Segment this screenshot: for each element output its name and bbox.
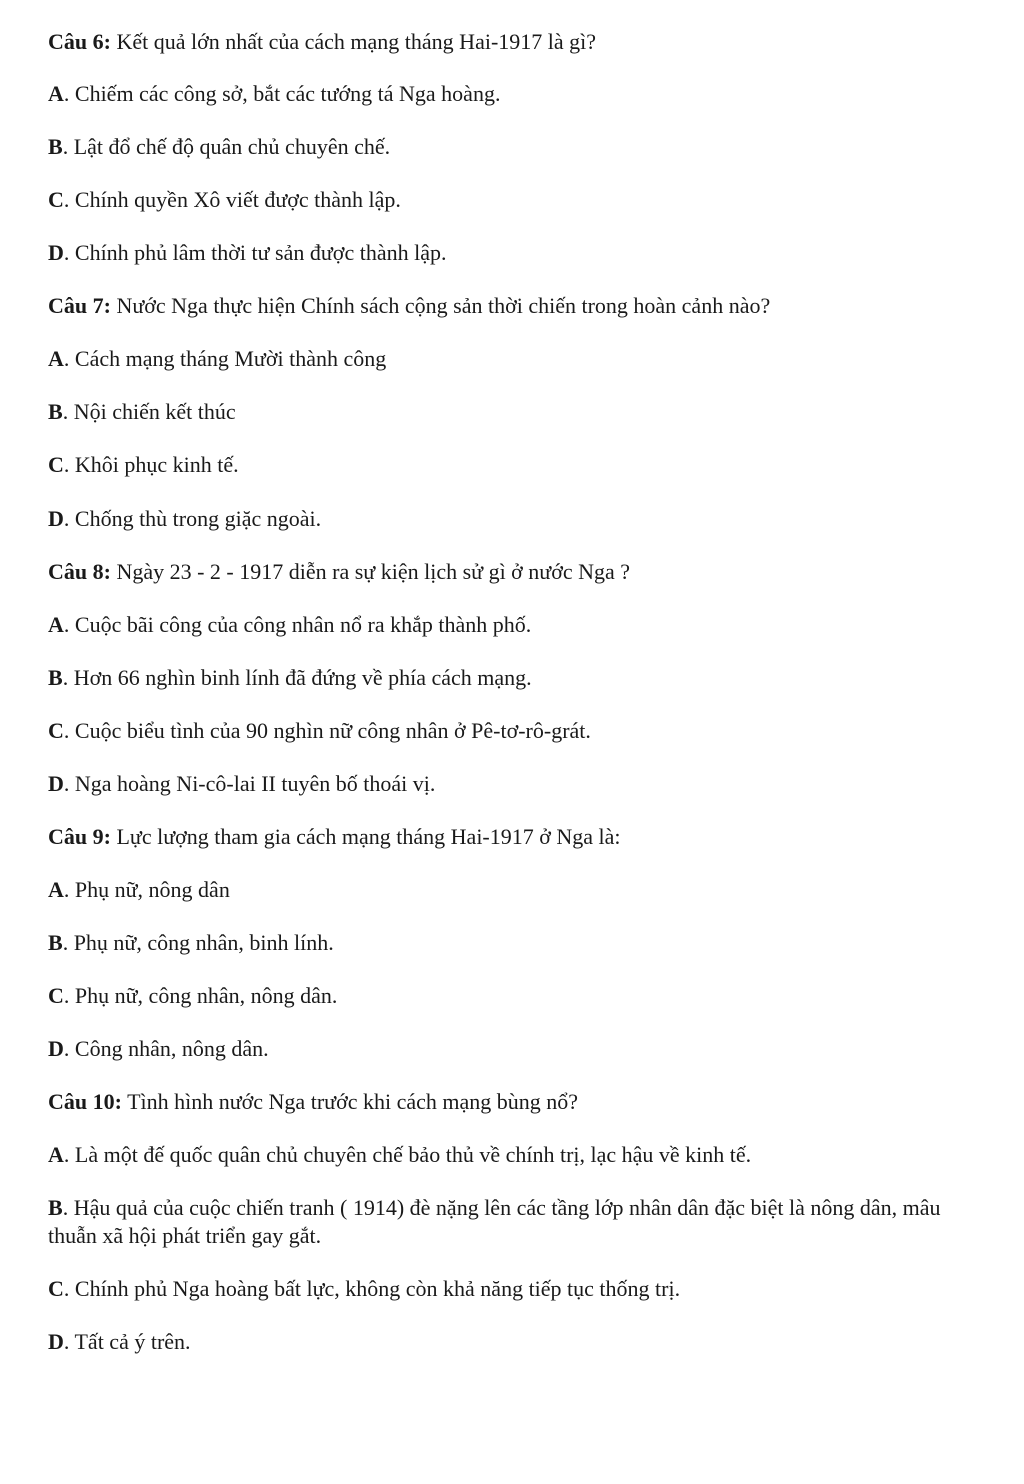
option-text: . Lật đổ chế độ quân chủ chuyên chế. xyxy=(62,134,391,159)
question-8 xyxy=(48,558,968,586)
option-text: . Hậu quả của cuộc chiến tranh ( 1914) đè nặng lên các tầng lớp nhân dân đặc biệt là nông dân, mâu thuẫn xã hội phát triển gay gắt. xyxy=(48,1195,941,1248)
option-letter: C xyxy=(48,983,64,1008)
option-text: . Phụ nữ, công nhân, nông dân. xyxy=(63,983,338,1008)
question-label: Câu 8: xyxy=(48,559,111,584)
option-letter: A xyxy=(48,1142,64,1167)
question-9-option-c xyxy=(48,982,968,1010)
question-text: Ngày 23 - 2 - 1917 diễn ra sự kiện lịch sử gì ở nước Nga ? xyxy=(116,559,631,584)
question-6-option-a xyxy=(48,80,968,108)
question-6-option-b xyxy=(48,133,968,161)
option-letter: D xyxy=(48,771,64,796)
option-text: . Nội chiến kết thúc xyxy=(62,399,236,424)
option-letter: B xyxy=(48,665,63,690)
question-7 xyxy=(48,292,968,320)
question-text: Kết quả lớn nhất của cách mạng tháng Hai-1917 là gì? xyxy=(116,29,597,54)
option-text: . Hơn 66 nghìn binh lính đã đứng về phía cách mạng. xyxy=(62,665,532,690)
question-10-option-a xyxy=(48,1141,968,1169)
question-7-option-c xyxy=(48,451,968,479)
option-letter: C xyxy=(48,452,64,477)
option-text: . Chống thù trong giặc ngoài. xyxy=(63,506,322,531)
option-text: . Khôi phục kinh tế. xyxy=(63,452,239,477)
option-letter: D xyxy=(48,240,64,265)
question-7-option-b xyxy=(48,398,968,426)
question-text: Nước Nga thực hiện Chính sách cộng sản thời chiến trong hoàn cảnh nào? xyxy=(116,293,771,318)
option-letter: B xyxy=(48,399,63,424)
option-letter: A xyxy=(48,877,64,902)
question-8-option-b xyxy=(48,664,968,692)
question-label: Câu 10: xyxy=(48,1089,122,1114)
question-6 xyxy=(48,28,968,56)
question-text: Lực lượng tham gia cách mạng tháng Hai-1917 ở Nga là: xyxy=(116,824,621,849)
option-text: . Tất cả ý trên. xyxy=(63,1329,191,1354)
option-text: . Chính phủ Nga hoàng bất lực, không còn khả năng tiếp tục thống trị. xyxy=(63,1276,681,1301)
option-text: . Là một đế quốc quân chủ chuyên chế bảo thủ về chính trị, lạc hậu về kinh tế. xyxy=(63,1142,752,1167)
question-10 xyxy=(48,1088,968,1116)
option-text: . Chính phủ lâm thời tư sản được thành lập. xyxy=(63,240,447,265)
question-9-option-d xyxy=(48,1035,968,1063)
question-label: Câu 7: xyxy=(48,293,111,318)
question-8-option-d xyxy=(48,770,968,798)
question-9 xyxy=(48,823,968,851)
option-letter: B xyxy=(48,134,63,159)
question-6-option-d xyxy=(48,239,968,267)
option-letter: B xyxy=(48,1195,63,1220)
option-letter: C xyxy=(48,187,64,212)
question-8-option-c xyxy=(48,717,968,745)
option-letter: A xyxy=(48,81,64,106)
question-label: Câu 9: xyxy=(48,824,111,849)
option-letter: A xyxy=(48,612,64,637)
question-10-option-d xyxy=(48,1328,968,1356)
question-8-option-a xyxy=(48,611,968,639)
option-text: . Cuộc biểu tình của 90 nghìn nữ công nhân ở Pê-tơ-rô-grát. xyxy=(63,718,591,743)
option-letter: D xyxy=(48,506,64,531)
option-text: . Chiếm các công sở, bắt các tướng tá Nga hoàng. xyxy=(63,81,501,106)
question-10-option-b xyxy=(48,1194,958,1250)
option-letter: D xyxy=(48,1329,64,1354)
option-text: . Nga hoàng Ni-cô-lai II tuyên bố thoái vị. xyxy=(63,771,436,796)
question-text: Tình hình nước Nga trước khi cách mạng bùng nổ? xyxy=(127,1089,579,1114)
option-text: . Công nhân, nông dân. xyxy=(63,1036,269,1061)
question-7-option-a xyxy=(48,345,968,373)
option-text: . Cách mạng tháng Mười thành công xyxy=(63,346,387,371)
question-10-option-c xyxy=(48,1275,968,1303)
question-9-option-b xyxy=(48,929,968,957)
option-text: . Cuộc bãi công của công nhân nổ ra khắp thành phố. xyxy=(63,612,532,637)
option-text: . Phụ nữ, công nhân, binh lính. xyxy=(62,930,334,955)
question-7-option-d xyxy=(48,505,968,533)
option-text: . Chính quyền Xô viết được thành lập. xyxy=(63,187,401,212)
option-text: . Phụ nữ, nông dân xyxy=(63,877,230,902)
question-label: Câu 6: xyxy=(48,29,111,54)
option-letter: D xyxy=(48,1036,64,1061)
question-6-option-c xyxy=(48,186,968,214)
option-letter: C xyxy=(48,1276,64,1301)
option-letter: B xyxy=(48,930,63,955)
option-letter: C xyxy=(48,718,64,743)
question-9-option-a xyxy=(48,876,968,904)
option-letter: A xyxy=(48,346,64,371)
